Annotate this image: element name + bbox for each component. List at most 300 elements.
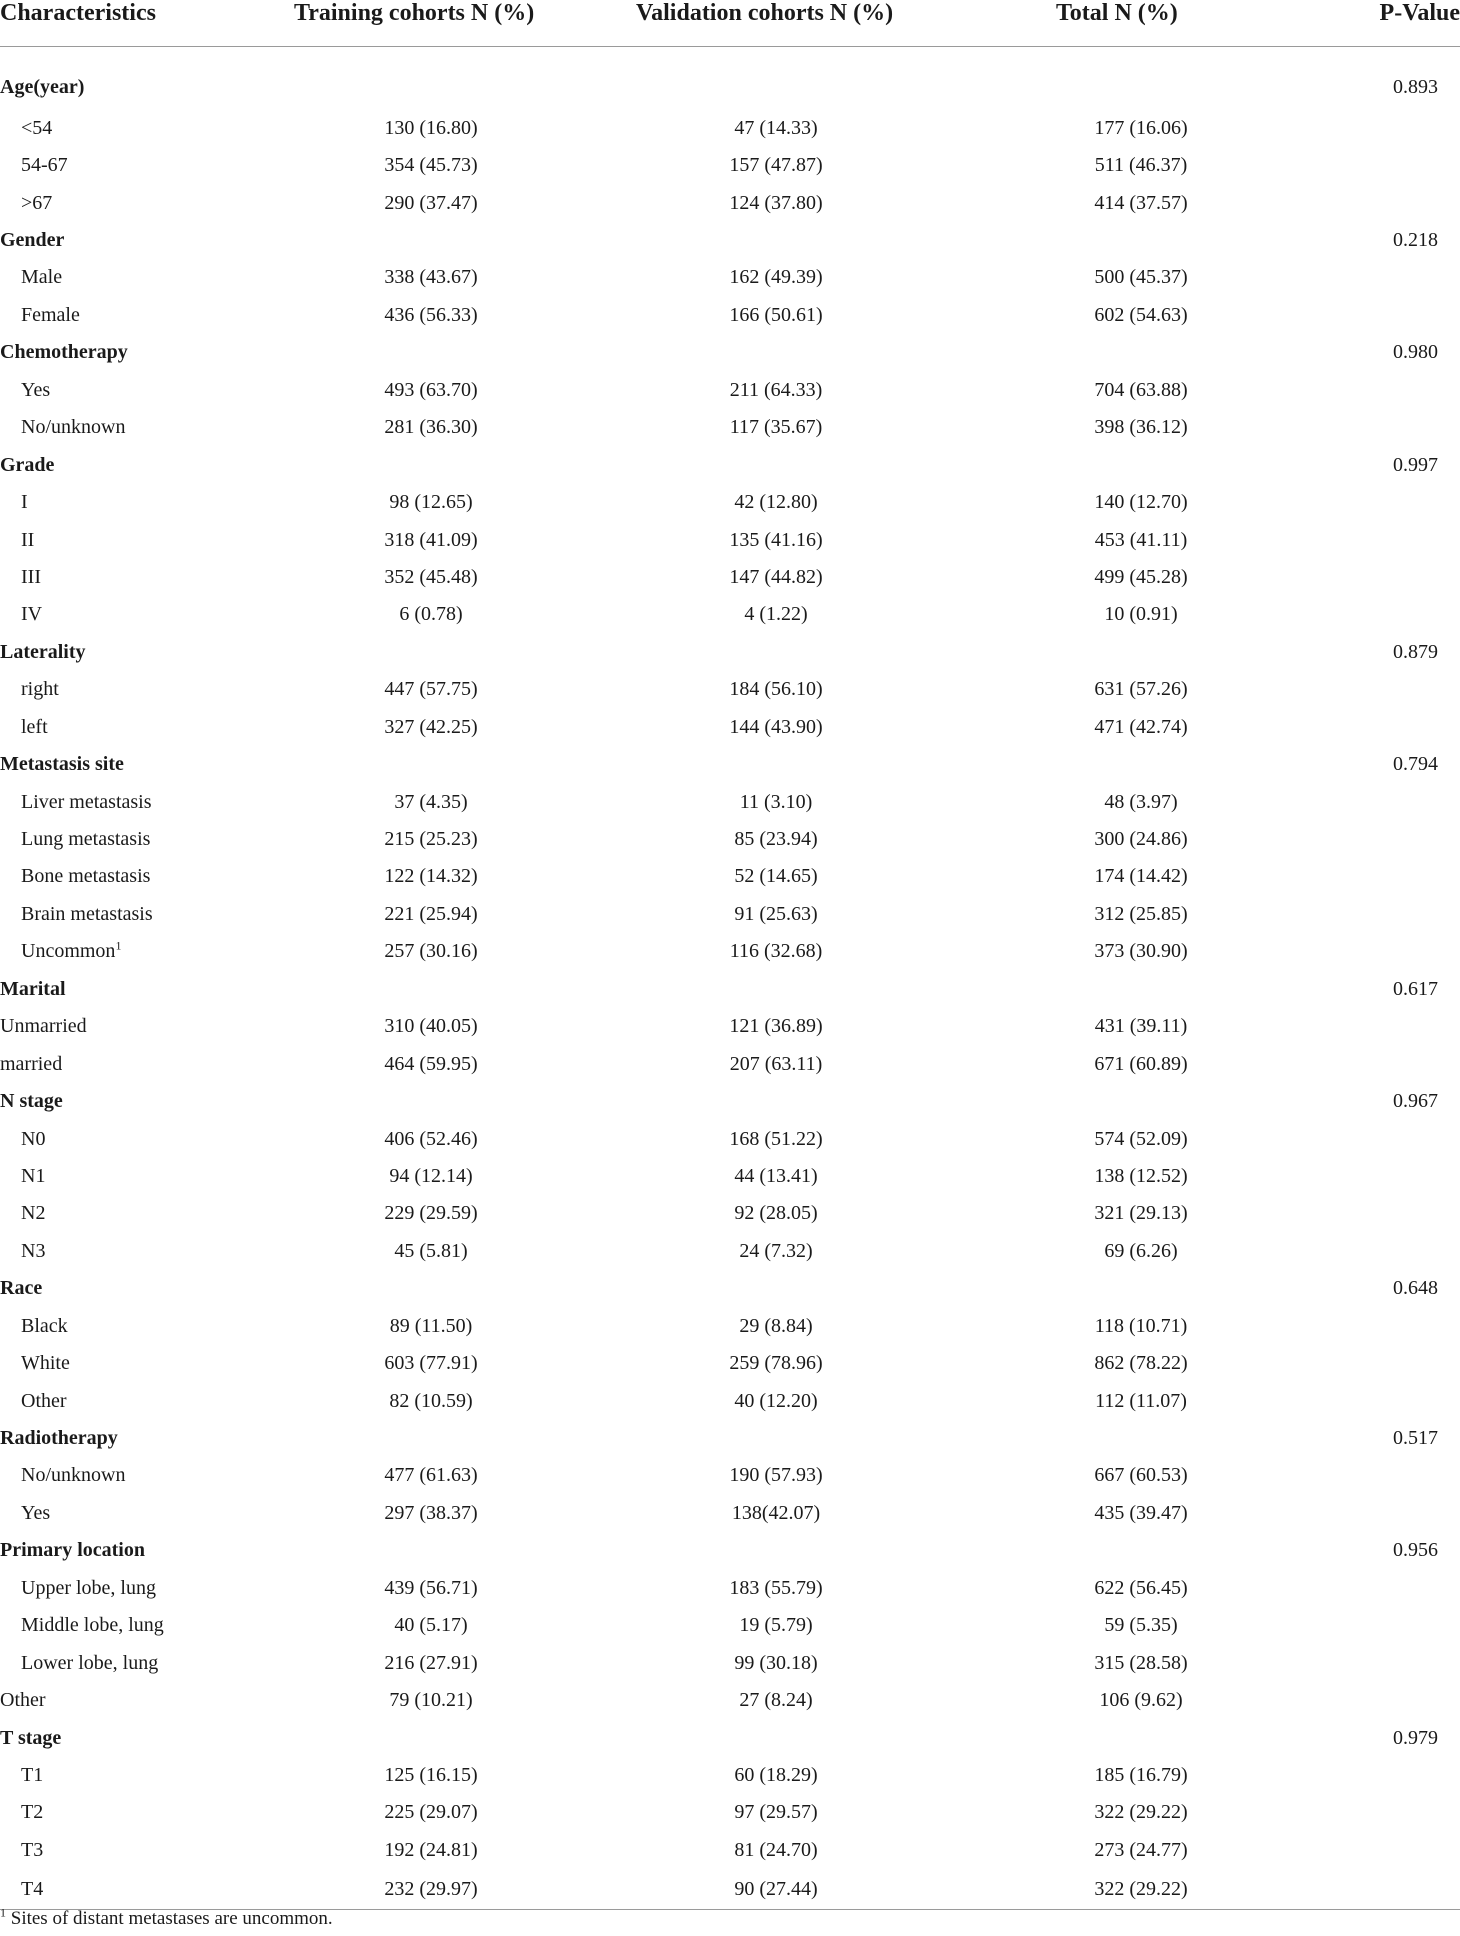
table-body: [0, 47, 1460, 1910]
training-cell-text: 436 (56.33): [384, 303, 478, 326]
total-cell: [946, 521, 1276, 558]
validation-cell: [596, 1232, 946, 1269]
training-cell: [266, 1082, 596, 1119]
pvalue-cell: [1276, 146, 1460, 183]
pvalue-cell: [1276, 259, 1460, 296]
row-label: [0, 1008, 266, 1045]
row-label: [0, 1120, 266, 1157]
validation-cell-text: 52 (14.65): [734, 865, 818, 888]
row-label: [0, 1457, 266, 1494]
table-row: [0, 1569, 1460, 1606]
training-cell: [266, 933, 596, 970]
validation-cell: [596, 1008, 946, 1045]
pvalue-cell: [1276, 1419, 1460, 1456]
table-row: [0, 708, 1460, 745]
row-label-text: T3: [21, 1838, 44, 1861]
training-cell-text: 229 (29.59): [384, 1202, 478, 1225]
validation-cell-text: 47 (14.33): [734, 116, 818, 139]
row-label: [0, 671, 266, 708]
row-label-text: No/unknown: [21, 1464, 126, 1487]
row-label: [0, 47, 266, 110]
training-cell-text: 477 (61.63): [384, 1464, 478, 1487]
validation-cell: [596, 1569, 946, 1606]
row-label: [0, 1382, 266, 1419]
training-cell-text: 354 (45.73): [384, 154, 478, 177]
training-cell-text: 327 (42.25): [384, 715, 478, 738]
training-cell: [266, 521, 596, 558]
validation-cell: [596, 895, 946, 932]
total-cell-text: 112 (11.07): [1095, 1389, 1187, 1412]
validation-cell: [596, 1794, 946, 1831]
total-cell: [946, 1157, 1276, 1194]
validation-cell: [596, 1045, 946, 1082]
pvalue-cell: [1276, 371, 1460, 408]
validation-cell: [596, 483, 946, 520]
table-row: [0, 1008, 1460, 1045]
training-cell-text: 232 (29.97): [384, 1877, 478, 1900]
validation-cell-text: 157 (47.87): [729, 154, 823, 177]
validation-cell-text: 117 (35.67): [729, 416, 823, 439]
validation-cell: [596, 1457, 946, 1494]
total-cell-text: 322 (29.22): [1094, 1801, 1188, 1824]
row-label-text: Bone metastasis: [21, 865, 151, 888]
row-label: [0, 259, 266, 296]
total-cell: [946, 146, 1276, 183]
pvalue-cell: [1276, 1307, 1460, 1344]
pvalue-cell: [1276, 820, 1460, 857]
training-cell: [266, 1120, 596, 1157]
table-row: [0, 184, 1460, 221]
training-cell-text: 338 (43.67): [384, 266, 478, 289]
training-cell-text: 98 (12.65): [389, 491, 473, 514]
total-cell: [946, 745, 1276, 782]
total-cell: [946, 820, 1276, 857]
validation-cell: [596, 146, 946, 183]
validation-cell-text: 144 (43.90): [729, 715, 823, 738]
validation-cell: [596, 1494, 946, 1531]
header-characteristics: Characteristics: [0, 0, 156, 26]
training-cell: [266, 1008, 596, 1045]
table-row: [0, 1232, 1460, 1269]
total-cell: [946, 1419, 1276, 1456]
validation-cell-text: 90 (27.44): [734, 1877, 818, 1900]
row-label: [0, 558, 266, 595]
row-label: [0, 1831, 266, 1868]
total-cell: [946, 1494, 1276, 1531]
row-label: [0, 1644, 266, 1681]
total-cell: [946, 1644, 1276, 1681]
row-label-text: T1: [21, 1763, 44, 1786]
training-cell: [266, 184, 596, 221]
pvalue-cell: [1276, 1532, 1460, 1569]
total-cell: [946, 1270, 1276, 1307]
training-cell-text: 130 (16.80): [384, 116, 478, 139]
pvalue-cell: [1276, 558, 1460, 595]
validation-cell-text: 42 (12.80): [734, 491, 818, 514]
training-cell: [266, 371, 596, 408]
validation-cell: [596, 1195, 946, 1232]
table-row: [0, 1494, 1460, 1531]
total-cell: [946, 1344, 1276, 1381]
validation-cell: [596, 1270, 946, 1307]
training-cell: [266, 1045, 596, 1082]
row-label: [0, 1869, 266, 1910]
validation-cell-text: 135 (41.16): [729, 528, 823, 551]
total-cell-text: 140 (12.70): [1094, 491, 1188, 514]
total-cell-text: 704 (63.88): [1094, 378, 1188, 401]
validation-cell: [596, 446, 946, 483]
row-label: [0, 1232, 266, 1269]
training-cell: [266, 1307, 596, 1344]
validation-cell-text: 116 (32.68): [729, 940, 823, 963]
pvalue-cell: [1276, 1045, 1460, 1082]
row-label: [0, 334, 266, 371]
total-cell: [946, 1794, 1276, 1831]
pvalue-cell: [1276, 334, 1460, 371]
validation-cell-text: 124 (37.80): [729, 191, 823, 214]
total-cell-text: 106 (9.62): [1099, 1689, 1183, 1712]
row-label: [0, 1681, 266, 1718]
validation-cell-text: 19 (5.79): [739, 1614, 813, 1637]
pvalue-cell: [1276, 1569, 1460, 1606]
row-label-text: Metastasis site: [0, 753, 124, 776]
row-label-text: No/unknown: [21, 416, 126, 439]
row-label-text: married: [0, 1052, 63, 1075]
row-label-text: Uncommon: [21, 940, 116, 963]
category-row: [0, 1532, 1460, 1569]
row-label-text: N3: [21, 1239, 46, 1262]
training-cell-text: 310 (40.05): [384, 1015, 478, 1038]
training-cell: [266, 1270, 596, 1307]
validation-cell: [596, 970, 946, 1007]
validation-cell: [596, 1157, 946, 1194]
table-row: [0, 1382, 1460, 1419]
pvalue-cell-text: 0.997: [1393, 453, 1438, 476]
pvalue-cell: [1276, 1681, 1460, 1718]
pvalue-cell: [1276, 1195, 1460, 1232]
row-label-text: Gender: [0, 229, 65, 252]
training-cell: [266, 109, 596, 146]
row-label-text: T4: [21, 1877, 44, 1900]
row-label-text: Primary location: [0, 1539, 145, 1562]
training-cell: [266, 483, 596, 520]
total-cell-text: 300 (24.86): [1094, 828, 1188, 851]
validation-cell-text: 162 (49.39): [729, 266, 823, 289]
validation-cell-text: 60 (18.29): [734, 1763, 818, 1786]
total-cell: [946, 596, 1276, 633]
training-cell-text: 439 (56.71): [384, 1576, 478, 1599]
training-cell: [266, 1195, 596, 1232]
validation-cell-text: 259 (78.96): [729, 1352, 823, 1375]
row-label-text: Other: [21, 1389, 67, 1412]
total-cell-text: 574 (52.09): [1094, 1127, 1188, 1150]
total-cell: [946, 109, 1276, 146]
table-row: [0, 1195, 1460, 1232]
total-cell-text: 10 (0.91): [1104, 603, 1178, 626]
validation-cell-text: 81 (24.70): [734, 1838, 818, 1861]
total-cell: [946, 1232, 1276, 1269]
training-cell-text: 464 (59.95): [384, 1052, 478, 1075]
total-cell-text: 414 (37.57): [1094, 191, 1188, 214]
pvalue-cell: [1276, 1270, 1460, 1307]
validation-cell: [596, 858, 946, 895]
training-cell-text: 318 (41.09): [384, 528, 478, 551]
row-label-text: II: [21, 528, 35, 551]
validation-cell-text: 207 (63.11): [729, 1052, 823, 1075]
category-row: [0, 221, 1460, 258]
validation-cell: [596, 1719, 946, 1756]
total-cell: [946, 409, 1276, 446]
total-cell: [946, 1869, 1276, 1910]
validation-cell: [596, 296, 946, 333]
total-cell-text: 602 (54.63): [1094, 303, 1188, 326]
validation-cell: [596, 933, 946, 970]
total-cell: [946, 895, 1276, 932]
validation-cell: [596, 820, 946, 857]
table-row: [0, 259, 1460, 296]
total-cell: [946, 184, 1276, 221]
total-cell-text: 312 (25.85): [1094, 902, 1188, 925]
category-row: [0, 446, 1460, 483]
training-cell-text: 221 (25.94): [384, 902, 478, 925]
training-cell: [266, 708, 596, 745]
row-label: [0, 1532, 266, 1569]
table-row: [0, 296, 1460, 333]
row-label: [0, 1794, 266, 1831]
total-cell: [946, 1681, 1276, 1718]
total-cell: [946, 633, 1276, 670]
table-row: [0, 671, 1460, 708]
validation-cell: [596, 1831, 946, 1868]
row-label: [0, 221, 266, 258]
total-cell-text: 373 (30.90): [1094, 940, 1188, 963]
row-label-text: Black: [21, 1314, 68, 1337]
row-label-text: III: [21, 565, 41, 588]
training-cell: [266, 1569, 596, 1606]
pvalue-cell: [1276, 109, 1460, 146]
validation-cell-text: 11 (3.10): [739, 790, 813, 813]
training-cell-text: 94 (12.14): [389, 1164, 473, 1187]
training-cell: [266, 334, 596, 371]
pvalue-cell: [1276, 521, 1460, 558]
pvalue-cell: [1276, 1457, 1460, 1494]
total-cell-text: 48 (3.97): [1104, 790, 1178, 813]
validation-cell: [596, 109, 946, 146]
validation-cell: [596, 783, 946, 820]
pvalue-cell: [1276, 783, 1460, 820]
row-label: [0, 596, 266, 633]
row-label: [0, 1195, 266, 1232]
row-label: [0, 708, 266, 745]
training-cell: [266, 221, 596, 258]
pvalue-cell-text: 0.648: [1393, 1277, 1438, 1300]
validation-cell: [596, 1607, 946, 1644]
pvalue-cell: [1276, 858, 1460, 895]
row-label-text: Liver metastasis: [21, 790, 152, 813]
row-label: [0, 1270, 266, 1307]
row-label: [0, 409, 266, 446]
total-cell: [946, 371, 1276, 408]
training-cell: [266, 1494, 596, 1531]
table-row: [0, 1607, 1460, 1644]
pvalue-cell: [1276, 446, 1460, 483]
validation-cell-text: 85 (23.94): [734, 828, 818, 851]
training-cell-text: 6 (0.78): [399, 603, 463, 626]
table-row: [0, 933, 1460, 970]
pvalue-cell: [1276, 184, 1460, 221]
training-cell: [266, 146, 596, 183]
validation-cell-text: 183 (55.79): [729, 1576, 823, 1599]
validation-cell-text: 168 (51.22): [729, 1127, 823, 1150]
training-cell-text: 215 (25.23): [384, 828, 478, 851]
table-row: [0, 146, 1460, 183]
validation-cell-text: 166 (50.61): [729, 303, 823, 326]
total-cell-text: 59 (5.35): [1104, 1614, 1178, 1637]
total-cell: [946, 970, 1276, 1007]
row-label-text: Chemotherapy: [0, 341, 128, 364]
training-cell: [266, 1756, 596, 1793]
row-label-text: Lower lobe, lung: [21, 1651, 159, 1674]
training-cell-text: 125 (16.15): [384, 1763, 478, 1786]
pvalue-cell: [1276, 708, 1460, 745]
row-label-text: N0: [21, 1127, 46, 1150]
training-cell-text: 447 (57.75): [384, 678, 478, 701]
total-cell-text: 500 (45.37): [1094, 266, 1188, 289]
validation-cell: [596, 1644, 946, 1681]
table-row: [0, 109, 1460, 146]
validation-cell: [596, 521, 946, 558]
row-label-text: Yes: [21, 378, 51, 401]
total-cell: [946, 221, 1276, 258]
training-cell: [266, 858, 596, 895]
total-cell-text: 622 (56.45): [1094, 1576, 1188, 1599]
training-cell: [266, 596, 596, 633]
total-cell-text: 667 (60.53): [1094, 1464, 1188, 1487]
validation-cell-text: 92 (28.05): [734, 1202, 818, 1225]
row-label: [0, 1756, 266, 1793]
validation-cell: [596, 596, 946, 633]
validation-cell: [596, 1382, 946, 1419]
row-label: [0, 1419, 266, 1456]
row-label-text: I: [21, 491, 28, 514]
total-cell: [946, 558, 1276, 595]
training-cell: [266, 970, 596, 1007]
row-label-text: right: [21, 678, 59, 701]
training-cell: [266, 783, 596, 820]
validation-cell: [596, 47, 946, 110]
pvalue-cell: [1276, 1157, 1460, 1194]
training-cell: [266, 1382, 596, 1419]
total-cell: [946, 334, 1276, 371]
validation-cell-text: 121 (36.89): [729, 1015, 823, 1038]
table-row: [0, 409, 1460, 446]
total-cell-text: 321 (29.13): [1094, 1202, 1188, 1225]
training-cell: [266, 633, 596, 670]
footnote-text: Sites of distant metastases are uncommon.: [10, 1908, 333, 1929]
validation-cell: [596, 371, 946, 408]
row-label: [0, 1719, 266, 1756]
validation-cell-text: 29 (8.84): [739, 1314, 813, 1337]
validation-cell: [596, 1869, 946, 1910]
footnote-marker: 1: [0, 1905, 6, 1920]
training-cell: [266, 1869, 596, 1910]
row-label-text: left: [21, 715, 48, 738]
row-label-text: White: [21, 1352, 70, 1375]
validation-cell: [596, 633, 946, 670]
row-label-text: Grade: [0, 453, 55, 476]
training-cell: [266, 1157, 596, 1194]
training-cell-text: 297 (38.37): [384, 1501, 478, 1524]
total-cell: [946, 671, 1276, 708]
pvalue-cell-text: 0.967: [1393, 1090, 1438, 1113]
total-cell-text: 185 (16.79): [1094, 1763, 1188, 1786]
row-label: [0, 820, 266, 857]
total-cell: [946, 446, 1276, 483]
row-label: [0, 1157, 266, 1194]
pvalue-cell-text: 0.879: [1393, 640, 1438, 663]
table-row: [0, 895, 1460, 932]
header-validation: Validation cohorts N (%): [636, 0, 894, 26]
table-row: [0, 1681, 1460, 1718]
total-cell-text: 315 (28.58): [1094, 1651, 1188, 1674]
table-row: [0, 820, 1460, 857]
pvalue-cell: [1276, 1120, 1460, 1157]
header-row: [0, 0, 1460, 47]
pvalue-cell-text: 0.517: [1393, 1427, 1438, 1450]
total-cell: [946, 858, 1276, 895]
category-row: [0, 1419, 1460, 1456]
header-training: Training cohorts N (%): [294, 0, 535, 26]
total-cell: [946, 1382, 1276, 1419]
table-row: [0, 1794, 1460, 1831]
validation-cell: [596, 1307, 946, 1344]
pvalue-cell: [1276, 409, 1460, 446]
total-cell-text: 453 (41.11): [1094, 528, 1188, 551]
training-cell: [266, 1681, 596, 1718]
category-row: [0, 745, 1460, 782]
row-label-text: N1: [21, 1164, 46, 1187]
table-row: [0, 521, 1460, 558]
total-cell-text: 69 (6.26): [1104, 1239, 1178, 1262]
pvalue-cell-text: 0.617: [1393, 977, 1438, 1000]
row-label-text: T2: [21, 1801, 44, 1824]
training-cell-text: 82 (10.59): [389, 1389, 473, 1412]
footnote-reference: 1: [115, 938, 122, 953]
row-label-text: Male: [21, 266, 63, 289]
pvalue-cell-text: 0.893: [1393, 76, 1438, 98]
table-row: [0, 1831, 1460, 1868]
row-label: [0, 1344, 266, 1381]
training-cell: [266, 1457, 596, 1494]
row-label: [0, 1082, 266, 1119]
total-cell: [946, 1082, 1276, 1119]
pvalue-cell: [1276, 970, 1460, 1007]
pvalue-cell: [1276, 1008, 1460, 1045]
row-label: [0, 1494, 266, 1531]
pvalue-cell: [1276, 1232, 1460, 1269]
training-cell: [266, 745, 596, 782]
row-label-text: 54-67: [21, 154, 68, 177]
total-cell-text: 631 (57.26): [1094, 678, 1188, 701]
validation-cell: [596, 1532, 946, 1569]
pvalue-cell: [1276, 596, 1460, 633]
row-label: [0, 1607, 266, 1644]
table-row: [0, 1644, 1460, 1681]
validation-cell-text: 27 (8.24): [739, 1689, 813, 1712]
table-row: [0, 1307, 1460, 1344]
row-label: [0, 970, 266, 1007]
training-cell-text: 257 (30.16): [384, 940, 478, 963]
